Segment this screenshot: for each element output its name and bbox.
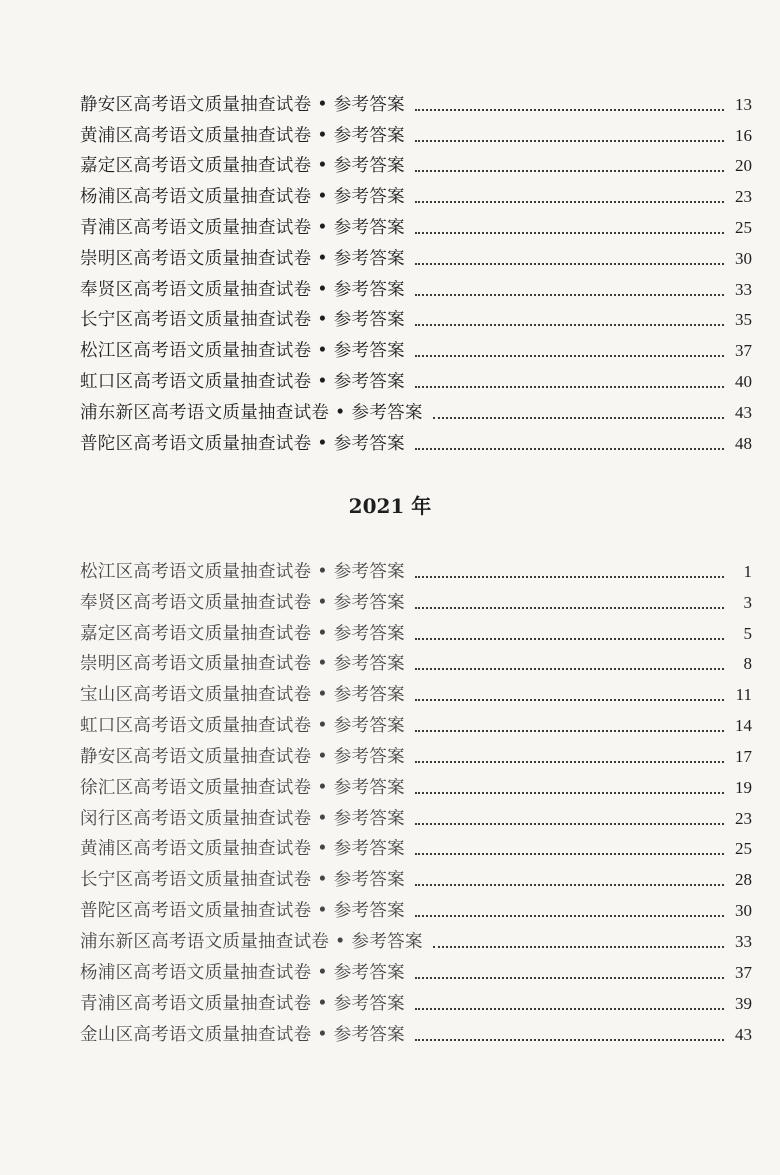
toc-entry-page: 11 (735, 685, 752, 705)
toc-entry (80, 178, 752, 209)
toc-entry-title: 宝山区高考语文质量抽查试卷 • 参考答案 (80, 685, 405, 706)
dot-leader (415, 355, 724, 357)
toc-entry-page: 5 (743, 623, 752, 643)
toc-entry (80, 800, 752, 831)
toc-entry-title: 嘉定区高考语文质量抽查试卷 • 参考答案 (80, 623, 405, 644)
toc-entry-page: 48 (735, 433, 752, 453)
toc-entry-page: 37 (735, 341, 752, 361)
toc-entry (80, 676, 752, 707)
toc-entry-title: 奉贤区高考语文质量抽查试卷 • 参考答案 (80, 592, 405, 613)
toc-entry (80, 923, 752, 954)
toc-entry-page: 33 (735, 931, 752, 951)
toc-entry-page: 20 (735, 156, 752, 176)
toc-entry-page: 40 (735, 371, 752, 391)
dot-leader (415, 915, 724, 917)
toc-entry-title: 普陀区高考语文质量抽查试卷 • 参考答案 (80, 433, 405, 454)
dot-leader (415, 853, 724, 855)
dot-leader (415, 140, 724, 142)
dot-leader (433, 417, 724, 419)
toc-entry-page: 43 (735, 1024, 752, 1044)
dot-leader (415, 792, 724, 794)
toc-entry (80, 332, 752, 363)
toc-entry-title: 静安区高考语文质量抽查试卷 • 参考答案 (80, 94, 405, 115)
toc-entry (80, 985, 752, 1016)
dot-leader (415, 294, 724, 296)
toc-list-2021 (80, 553, 752, 1047)
toc-entry (80, 117, 752, 148)
toc-entry (80, 769, 752, 800)
toc-entry-page: 30 (735, 901, 752, 921)
toc-entry-title: 浦东新区高考语文质量抽查试卷 • 参考答案 (80, 402, 423, 423)
dot-leader (415, 263, 724, 265)
dot-leader (415, 699, 724, 701)
toc-entry-title: 闵行区高考语文质量抽查试卷 • 参考答案 (80, 808, 405, 829)
dot-leader (415, 607, 724, 609)
toc-entry (80, 646, 752, 677)
toc-entry-page: 25 (735, 217, 752, 237)
toc-entry-page: 33 (735, 279, 752, 299)
toc-entry (80, 707, 752, 738)
toc-entry-title: 杨浦区高考语文质量抽查试卷 • 参考答案 (80, 962, 405, 983)
toc-entry-page: 25 (735, 839, 752, 859)
dot-leader (415, 109, 724, 111)
toc-entry (80, 615, 752, 646)
dot-leader (415, 170, 724, 172)
toc-entry-title: 青浦区高考语文质量抽查试卷 • 参考答案 (80, 217, 405, 238)
toc-entry-title: 奉贤区高考语文质量抽查试卷 • 参考答案 (80, 279, 405, 300)
toc-entry-title: 杨浦区高考语文质量抽查试卷 • 参考答案 (80, 187, 405, 208)
toc-entry-title: 金山区高考语文质量抽查试卷 • 参考答案 (80, 1024, 405, 1045)
toc-entry (80, 738, 752, 769)
toc-entry-title: 虹口区高考语文质量抽查试卷 • 参考答案 (80, 716, 405, 737)
toc-entry (80, 271, 752, 302)
toc-entry-title: 青浦区高考语文质量抽查试卷 • 参考答案 (80, 993, 405, 1014)
toc-entry-page: 13 (735, 94, 752, 114)
dot-leader (415, 232, 724, 234)
toc-entry (80, 394, 752, 425)
dot-leader (415, 977, 724, 979)
dot-leader (415, 884, 724, 886)
toc-entry (80, 209, 752, 240)
toc-entry (80, 425, 752, 456)
toc-entry-title: 静安区高考语文质量抽查试卷 • 参考答案 (80, 746, 405, 767)
toc-entry-page: 35 (735, 310, 752, 330)
toc-entry (80, 954, 752, 985)
dot-leader (415, 668, 724, 670)
toc-entry-page: 39 (735, 993, 752, 1013)
toc-entry-page: 17 (735, 746, 752, 766)
dot-leader (415, 576, 724, 578)
toc-entry-title: 黄浦区高考语文质量抽查试卷 • 参考答案 (80, 839, 405, 860)
toc-entry (80, 861, 752, 892)
toc-entry (80, 240, 752, 271)
year-heading: 2021 年 (348, 494, 432, 518)
toc-entry-page: 19 (735, 777, 752, 797)
toc-entry (80, 302, 752, 333)
toc-entry-title: 虹口区高考语文质量抽查试卷 • 参考答案 (80, 371, 405, 392)
toc-entry (80, 584, 752, 615)
dot-leader (433, 946, 724, 948)
toc-entry-title: 浦东新区高考语文质量抽查试卷 • 参考答案 (80, 931, 423, 952)
toc-entry-title: 黄浦区高考语文质量抽查试卷 • 参考答案 (80, 125, 405, 146)
toc-entry-page: 14 (735, 716, 752, 736)
dot-leader (415, 730, 724, 732)
dot-leader (415, 823, 724, 825)
toc-entry (80, 86, 752, 117)
toc-entry (80, 148, 752, 179)
toc-entry-page: 23 (735, 808, 752, 828)
toc-entry (80, 831, 752, 862)
toc-entry-page: 23 (735, 187, 752, 207)
toc-entry-title: 松江区高考语文质量抽查试卷 • 参考答案 (80, 341, 405, 362)
dot-leader (415, 386, 724, 388)
toc-entry-page: 28 (735, 870, 752, 890)
toc-entry (80, 553, 752, 584)
dot-leader (415, 1039, 724, 1041)
toc-entry-page: 43 (735, 402, 752, 422)
toc-entry-page: 8 (743, 654, 752, 674)
toc-entry-title: 松江区高考语文质量抽查试卷 • 参考答案 (80, 561, 405, 582)
toc-entry-title: 崇明区高考语文质量抽查试卷 • 参考答案 (80, 248, 405, 269)
toc-entry-title: 长宁区高考语文质量抽查试卷 • 参考答案 (80, 310, 405, 331)
toc-entry-page: 16 (735, 125, 752, 145)
toc-entry-title: 长宁区高考语文质量抽查试卷 • 参考答案 (80, 870, 405, 891)
dot-leader (415, 1008, 724, 1010)
toc-list-previous-year (80, 86, 752, 456)
toc-entry-page: 1 (743, 561, 752, 581)
dot-leader (415, 201, 724, 203)
toc-entry (80, 363, 752, 394)
toc-entry-title: 普陀区高考语文质量抽查试卷 • 参考答案 (80, 901, 405, 922)
dot-leader (415, 324, 724, 326)
toc-entry-page: 30 (735, 248, 752, 268)
dot-leader (415, 638, 724, 640)
toc-entry-title: 嘉定区高考语文质量抽查试卷 • 参考答案 (80, 156, 405, 177)
dot-leader (415, 448, 724, 450)
toc-entry-title: 崇明区高考语文质量抽查试卷 • 参考答案 (80, 654, 405, 675)
toc-entry-page: 37 (735, 962, 752, 982)
toc-entry-page: 3 (743, 592, 752, 612)
toc-entry (80, 1016, 752, 1047)
dot-leader (415, 761, 724, 763)
toc-entry-title: 徐汇区高考语文质量抽查试卷 • 参考答案 (80, 777, 405, 798)
toc-entry (80, 892, 752, 923)
